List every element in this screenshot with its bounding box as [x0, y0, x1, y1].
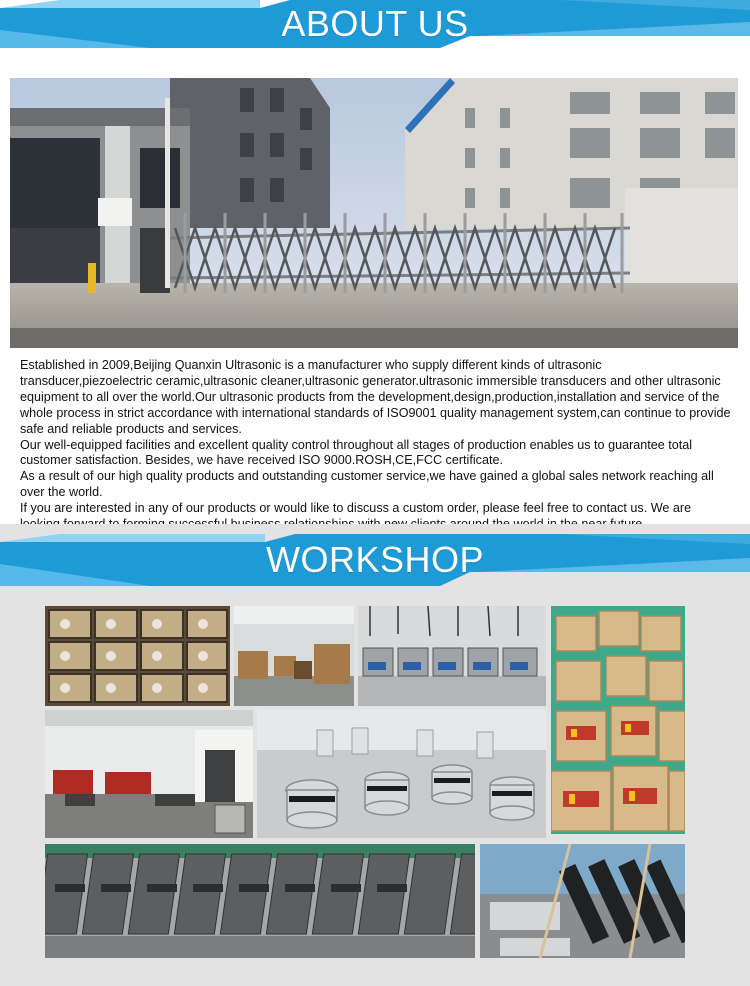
about-us-title: ABOUT US: [281, 3, 469, 44]
about-paragraph-4: If you are interested in any of our products or would like to discuss a custom order, please feel free to contact us. We are: [20, 501, 692, 516]
about-description: [20, 358, 732, 533]
workshop-title: WORKSHOP: [265, 539, 484, 580]
workshop-photo-production-floor: [45, 710, 253, 838]
section-divider: [0, 524, 750, 534]
about-us-banner: [0, 0, 750, 48]
workshop-banner: [0, 534, 750, 586]
workshop-photo-transducers-closeup: [257, 710, 546, 838]
about-paragraph-3: As a result of our high quality products and outstanding customer service,we have gained a global sales network reaching all over the world.: [20, 469, 714, 500]
workshop-photo-transducer-trays: [45, 606, 230, 706]
about-section: [0, 48, 750, 524]
workshop-photo-packed-boxes: [551, 606, 685, 834]
workshop-photo-warehouse: [234, 606, 354, 706]
about-paragraph-1: Established in 2009,Beijing Quanxin Ultrasonic is a manufacturer who supply different kinds of ultrasonic transducer,piezoelectric ceramic,ultrasonic cleaner,ultrasonic generator.ultrasonic immersible transducers and other ultrasonic equipment to all over the world.Our ultrasonic products from the development,design,production,installation and service of the whole process in strict accordance with international standards of ISO9001 quality management system,can continue to provide safe and reliable products and services.: [20, 358, 731, 436]
workshop-photo-ultrasonic-cleaners: [358, 606, 546, 706]
workshop-photo-assembly-line: [480, 844, 685, 958]
about-paragraph-2: Our well-equipped facilities and excellent quality control throughout all stages of production enables us to guarantee total customer satisfaction. Besides, we have received ISO 9000.ROSH,CE,FCC certificate.: [20, 437, 693, 468]
factory-gate-photo: [10, 78, 738, 348]
workshop-photo-immersible-transducers: [45, 844, 475, 958]
